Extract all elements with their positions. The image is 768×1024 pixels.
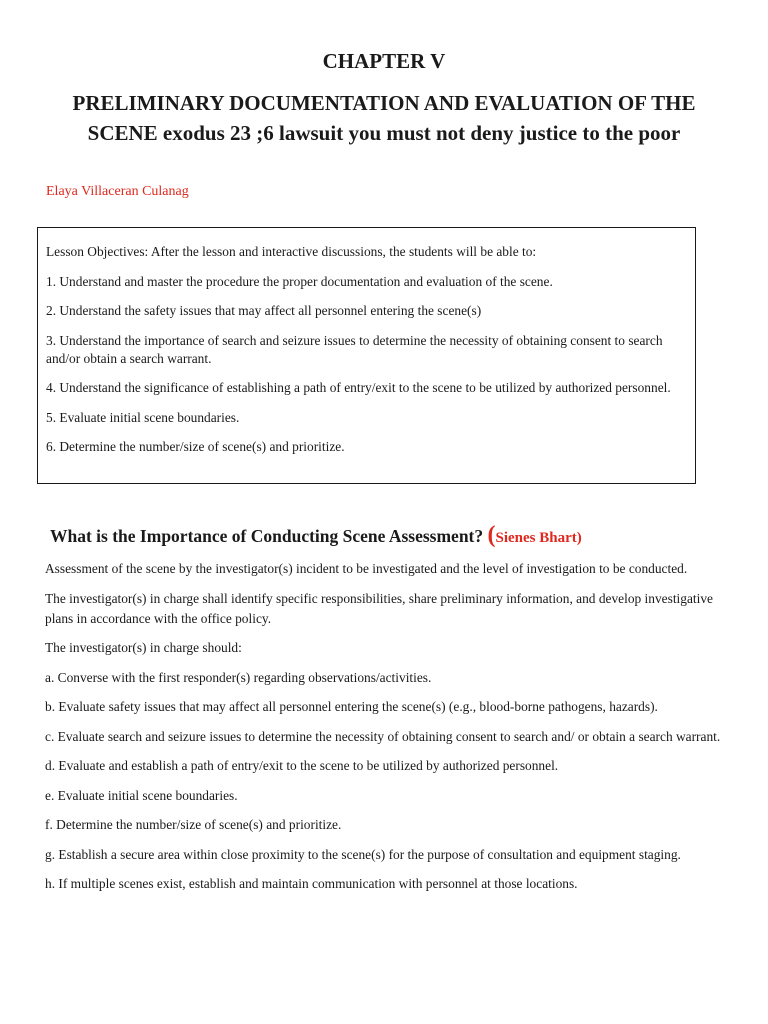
objective-item: 1. Understand and master the procedure the proper documentation and evaluation of the scene. xyxy=(46,273,553,289)
list-item: b. Evaluate safety issues that may affect all personnel entering the scene(s) (e.g., blood-borne pathogens, hazards). xyxy=(45,699,658,714)
list-item: d. Evaluate and establish a path of entry/exit to the scene to be utilized by authorized personnel. xyxy=(45,758,559,773)
section-body xyxy=(45,559,725,904)
list-item: c. Evaluate search and seizure issues to determine the necessity of obtaining consent to search and/ or obtain a search warrant. xyxy=(45,728,721,744)
author-name: Elaya Villaceran Culanag xyxy=(46,184,189,199)
lesson-objectives-box xyxy=(37,227,696,484)
objective-item: 5. Evaluate initial scene boundaries. xyxy=(46,409,240,425)
body-paragraph: The investigator(s) in charge should: xyxy=(45,640,242,655)
list-item: e. Evaluate initial scene boundaries. xyxy=(45,787,238,803)
objective-item: 2. Understand the safety issues that may affect all personnel entering the scene(s) xyxy=(46,303,482,318)
section-heading xyxy=(50,520,750,553)
list-item: h. If multiple scenes exist, establish and maintain communication with personnel at those locations. xyxy=(45,876,578,891)
document-title: PRELIMINARY DOCUMENTATION AND EVALUATION OF THE SCENE exodus 23 ;6 lawsuit you must not deny justice to the poor xyxy=(72,91,696,145)
list-item: g. Establish a secure area within close proximity to the scene(s) for the purpose of consultation and equipment staging. xyxy=(45,846,681,862)
objective-item: 3. Understand the importance of search and seizure issues to determine the necessity of obtaining consent to search and/or obtain a search warrant. xyxy=(46,332,663,366)
body-paragraph: Assessment of the scene by the investigator(s) incident to be investigated and the level of investigation to be conducted. xyxy=(45,561,688,576)
chapter-heading: CHAPTER V xyxy=(322,49,446,73)
body-paragraph: The investigator(s) in charge shall identify specific responsibilities, share preliminary information, and develop investigative plans in accordance with the office policy. xyxy=(45,590,713,626)
objective-item: 6. Determine the number/size of scene(s) and prioritize. xyxy=(46,439,345,454)
list-item: a. Converse with the first responder(s) regarding observations/activities. xyxy=(45,669,432,685)
objective-item: 4. Understand the significance of establishing a path of entry/exit to the scene to be utilized by authorized personnel. xyxy=(46,380,671,395)
section-note-paren: ( xyxy=(487,522,496,548)
section-note: Sienes Bhart) xyxy=(495,530,582,546)
objectives-intro: Lesson Objectives: After the lesson and interactive discussions, the students will be able to: xyxy=(46,244,537,259)
section-heading-text: What is the Importance of Conducting Scene Assessment? xyxy=(50,526,484,546)
list-item: f. Determine the number/size of scene(s) and prioritize. xyxy=(45,817,342,832)
